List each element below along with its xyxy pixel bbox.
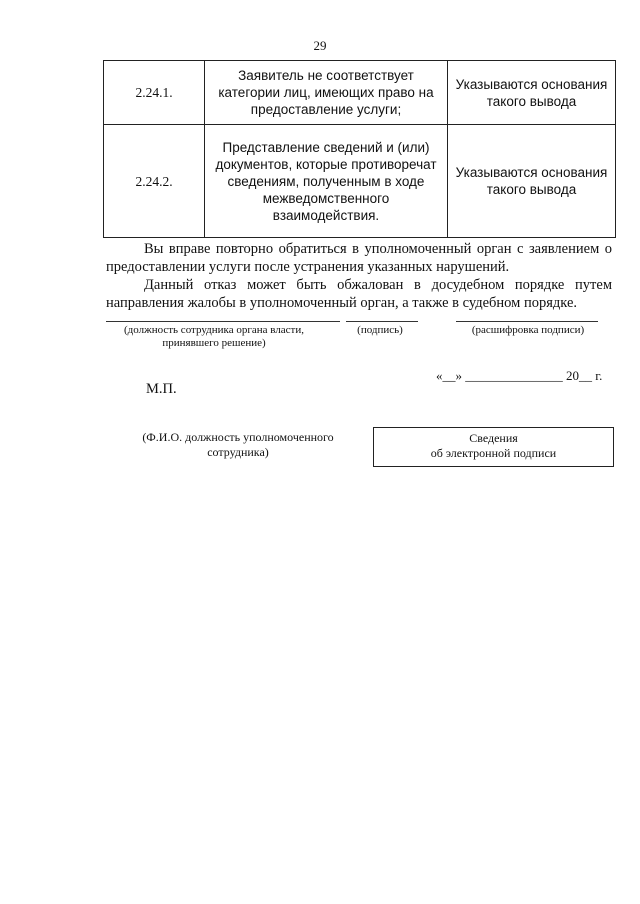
fio-caption: (Ф.И.О. должность уполномоченного сотрудника) — [142, 430, 334, 459]
table-row — [104, 125, 616, 238]
row-explanation: Указываются основания такого вывода — [448, 125, 616, 238]
esig-title: Сведения — [469, 431, 518, 445]
reasons-table — [103, 60, 616, 238]
decode-caption: (расшифровка подписи) — [471, 324, 585, 336]
reapply-paragraph: Вы вправе повторно обратиться в уполномоченный орган с заявлением о предоставлении услуги после устранения указанных нарушений. — [106, 241, 612, 275]
signature-line — [346, 321, 418, 322]
date-line: «__» _______________ 20__ г. — [436, 368, 603, 383]
position-signature-line — [106, 321, 340, 322]
page-number: 29 — [313, 38, 327, 53]
row-number: 2.24.2. — [104, 125, 205, 238]
appeal-paragraph: Данный отказ может быть обжалован в досудебном порядке путем направления жалобы в уполномоченный орган, а также в судебном порядке. — [106, 277, 612, 311]
row-number: 2.24.1. — [104, 61, 205, 125]
electronic-signature-box — [373, 427, 614, 467]
row-explanation: Указываются основания такого вывода — [448, 61, 616, 125]
stamp-place-label: М.П. — [146, 381, 177, 397]
signature-caption: (подпись) — [357, 324, 403, 336]
row-reason: Заявитель не соответствует категории лиц, имеющих право на предоставление услуги; — [205, 61, 448, 125]
esig-subtitle: об электронной подписи — [430, 446, 557, 460]
row-reason: Представление сведений и (или) документов, которые противоречат сведениям, полученным в ходе межведомственного взаимодействия. — [205, 125, 448, 238]
position-caption: (должность сотрудника органа власти, принявшего решение) — [123, 324, 304, 349]
table-row — [104, 61, 616, 125]
decode-signature-line — [456, 321, 598, 322]
